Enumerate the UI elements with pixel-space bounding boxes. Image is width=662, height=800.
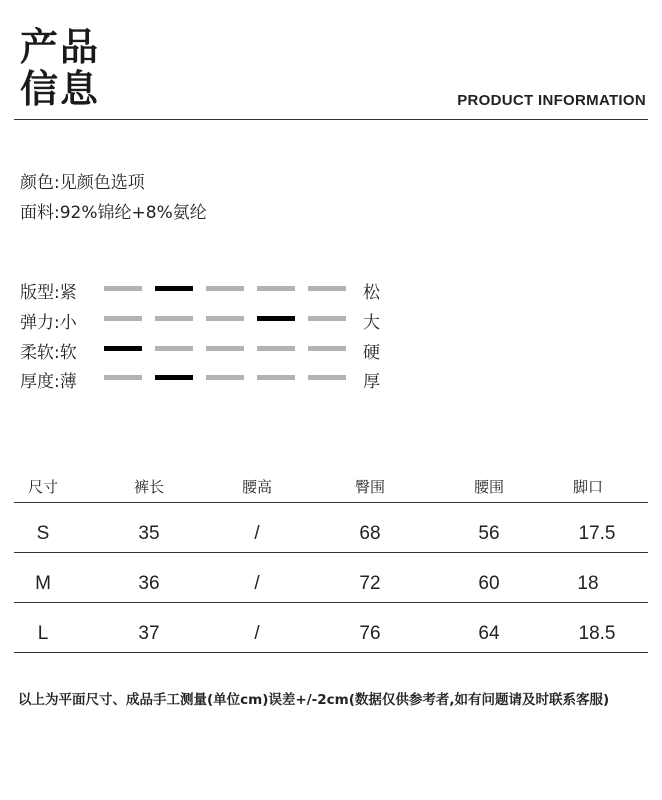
cell-hip: 72: [359, 573, 381, 594]
scale-bar: [104, 286, 142, 291]
cell-length: 37: [138, 623, 160, 644]
scale-elasticity-bars: [104, 316, 359, 321]
cell-hem: 17.5: [578, 523, 616, 544]
scale-bar: [206, 375, 244, 380]
scale-thickness-bars: [104, 375, 359, 380]
header-length: 裤长: [133, 478, 165, 496]
scale-bar: [257, 375, 295, 380]
cell-length: 36: [138, 573, 160, 594]
header-waist: 腰围: [473, 478, 505, 496]
cell-size: L: [37, 623, 49, 644]
scale-bar: [206, 286, 244, 291]
cell-hip: 68: [359, 523, 381, 544]
table-rule: [14, 552, 648, 553]
cell-hem: 18.5: [578, 623, 616, 644]
scale-bar-active: [155, 286, 193, 291]
scale-thickness: [20, 367, 420, 391]
scale-bar: [155, 346, 193, 351]
scale-fit: [20, 278, 420, 302]
scale-bar: [155, 316, 193, 321]
scale-bar: [206, 316, 244, 321]
cell-waist: 64: [478, 623, 500, 644]
header-divider: [14, 119, 648, 120]
cell-waist: 56: [478, 523, 500, 544]
cell-waist-height: /: [254, 573, 260, 594]
scale-bar: [257, 286, 295, 291]
scale-bar-active: [104, 346, 142, 351]
title-line-1: 产品: [20, 25, 101, 69]
scale-bar: [308, 346, 346, 351]
scale-softness-label: 柔软:软: [20, 343, 77, 363]
scale-bar: [206, 346, 244, 351]
cell-length: 35: [138, 523, 160, 544]
cell-size: S: [36, 523, 50, 544]
scale-elasticity: [20, 308, 420, 332]
scale-thickness-end: 厚: [363, 372, 380, 392]
title-line-2: 信息: [20, 67, 101, 111]
color-info: 颜色:见颜色选项: [20, 173, 145, 193]
scale-bar: [104, 316, 142, 321]
scale-thickness-label: 厚度:薄: [20, 372, 77, 392]
cell-hip: 76: [359, 623, 381, 644]
header-size: 尺寸: [27, 478, 59, 496]
scale-bar: [257, 346, 295, 351]
header-hem: 脚口: [572, 478, 604, 496]
scale-softness-end: 硬: [363, 343, 380, 363]
scale-elasticity-end: 大: [363, 313, 380, 333]
scale-fit-end: 松: [363, 283, 380, 303]
cell-waist: 60: [478, 573, 500, 594]
cell-waist-height: /: [254, 523, 260, 544]
scale-bar: [308, 286, 346, 291]
table-rule-top: [14, 502, 648, 503]
scale-fit-bars: [104, 286, 359, 291]
english-title: PRODUCT INFORMATION: [457, 92, 646, 109]
scale-elasticity-label: 弹力:小: [20, 313, 77, 333]
cell-hem: 18: [577, 573, 599, 594]
scale-bar: [308, 375, 346, 380]
scale-softness: [20, 338, 420, 362]
scale-fit-label: 版型:紧: [20, 283, 77, 303]
material-info: 面料:92%锦纶+8%氨纶: [20, 203, 207, 223]
page-title: [20, 26, 100, 110]
header-hip: 臀围: [354, 478, 386, 496]
scale-softness-bars: [104, 346, 359, 351]
table-rule: [14, 602, 648, 603]
cell-size: M: [35, 573, 51, 594]
header-waist-height: 腰高: [241, 478, 273, 496]
scale-bar: [104, 375, 142, 380]
scale-bar-active: [155, 375, 193, 380]
scale-bar: [308, 316, 346, 321]
cell-waist-height: /: [254, 623, 260, 644]
scale-bar-active: [257, 316, 295, 321]
table-rule-bottom: [14, 652, 648, 653]
measurement-note: 以上为平面尺寸、成品手工测量(单位cm)误差+/-2cm(数据仅供参考者,如有问题请及时联系客服): [18, 692, 610, 708]
